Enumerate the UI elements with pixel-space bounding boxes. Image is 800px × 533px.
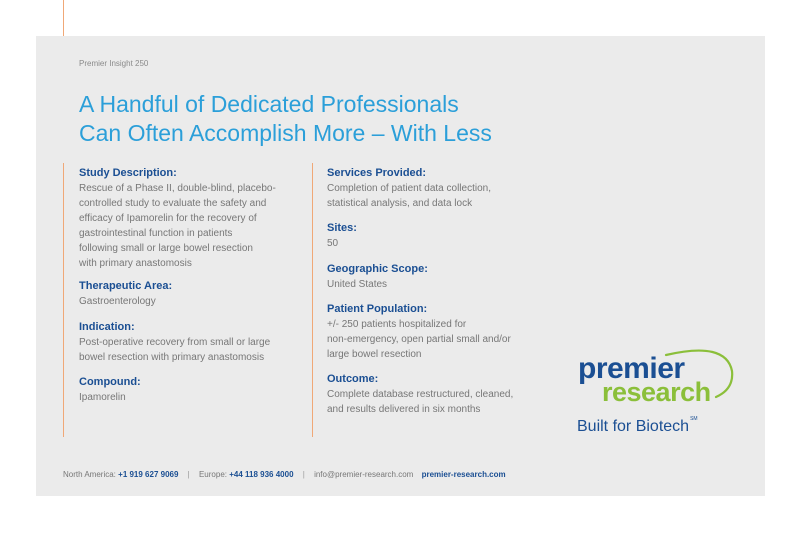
compound-section [79,375,141,405]
na-phone-link[interactable]: +1 919 627 9069 [118,470,179,479]
logo-word-premier: premier [578,352,685,385]
footer-separator: | [302,470,305,479]
publication-label: Premier Insight 250 [79,59,149,68]
section-text: Ipamorelin [79,392,126,403]
study-description-section [79,166,276,271]
section-heading: Services Provided: [327,167,427,179]
sites-section [327,221,357,251]
service-mark: SM [690,416,698,422]
indication-section [79,320,270,365]
section-text: 50 [327,238,339,249]
top-accent-line [63,0,64,36]
middle-divider-line [312,163,313,437]
geographic-scope-section [327,262,428,292]
outcome-section [327,372,513,417]
section-text: United States [327,279,388,290]
section-text: +/- 250 patients hospitalized for non-emergency, open partial small and/or large bowel resection [327,319,511,360]
section-text: Complete database restructured, cleaned, and results delivered in six months [327,389,514,415]
page-title [79,90,639,148]
section-text: Post-operative recovery from small or large bowel resection with primary anastomosis [79,337,271,363]
section-text: Rescue of a Phase II, double-blind, placebo- controlled study to evaluate the safety and efficacy of Ipamorelin for the recovery of gastrointestinal function in patients following small or large bowel resection with primary anastomosis [79,183,276,269]
section-heading: Outcome: [327,373,379,385]
section-heading: Indication: [79,321,135,333]
section-heading: Therapeutic Area: [79,280,173,292]
brand-tagline [577,418,698,436]
section-heading: Study Description: [79,167,177,179]
logo-word-research: research [602,377,711,407]
section-heading: Compound: [79,376,141,388]
email-link[interactable]: info@premier-research.com [314,470,414,479]
eu-phone-link[interactable]: +44 118 936 4000 [229,470,294,479]
na-label: North America: [63,470,116,479]
tagline-text: Built for Biotech [577,418,690,435]
eu-label: Europe: [198,470,227,479]
section-heading: Sites: [327,222,357,234]
therapeutic-area-section [79,279,172,309]
section-text: Gastroenterology [79,296,156,307]
left-divider-line [63,163,64,437]
title-line-2: Can Often Accomplish More – With Less [79,120,492,146]
patient-population-section [327,302,511,362]
footer-contact [63,470,506,479]
section-heading: Geographic Scope: [327,263,428,275]
services-provided-section [327,166,491,211]
footer-separator: | [187,470,190,479]
section-heading: Patient Population: [327,303,428,315]
website-link[interactable]: premier-research.com [421,470,506,479]
section-text: Completion of patient data collection, statistical analysis, and data lock [327,183,491,209]
title-line-1: A Handful of Dedicated Professionals [79,91,459,117]
